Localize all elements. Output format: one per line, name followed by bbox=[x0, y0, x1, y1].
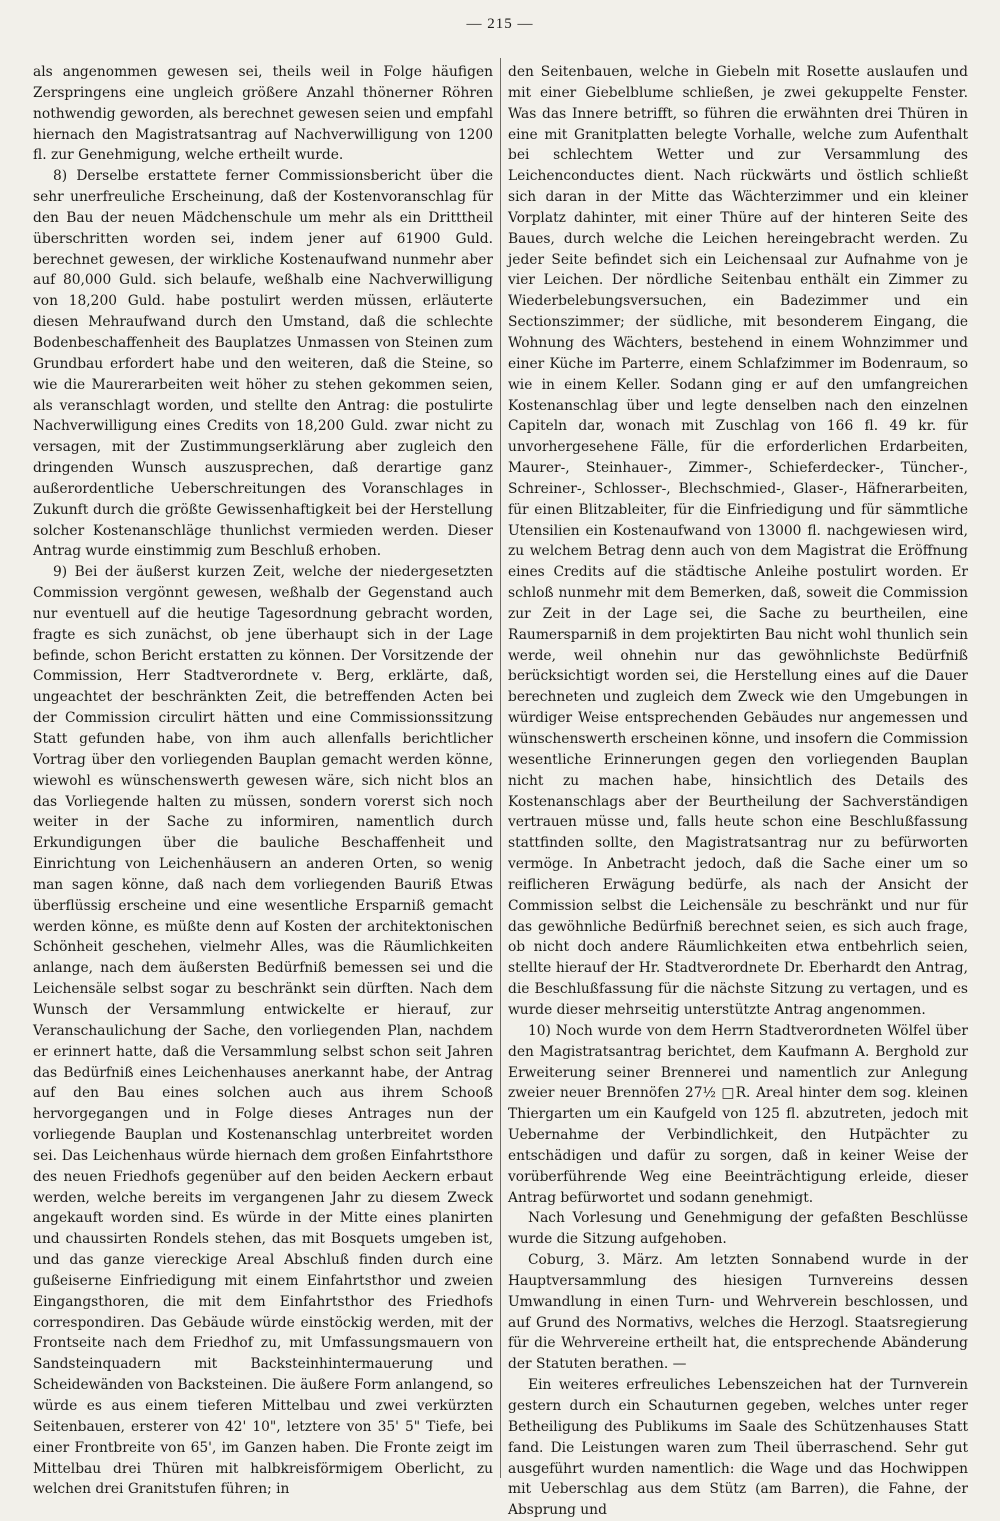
page-number: — 215 — bbox=[466, 16, 534, 32]
paragraph: Nach Vorlesung und Genehmigung der gefaßten Beschlüsse wurde die Sitzung aufgehoben. bbox=[508, 1210, 968, 1248]
paragraph: 9) Bei der äußerst kurzen Zeit, welche der niedergesetzten Commission vergönnt gewesen, weßhalb der Gegenstand auch nur eventuell auf die heutige Tagesordnung gebracht worden, fragte es sich zunächst, ob jene überhaupt sich in der Lage befinde, schon Bericht erstatten zu können. Der Vorsitzende der Commission, Herr Stadtverordnete v. Berg, erklärte, daß, ungeachtet der beschränkten Zeit, die betreffenden Acten bei der Commission circulirt hätten und eine Commissionssitzung Statt gefunden habe, von ihm auch allenfalls berichtlicher Vortrag über den vorliegenden Bauplan gemacht werden könne, wiewohl es wünschenswerth gewesen wäre, sich nicht blos an das Vorliegende halten zu müssen, sondern vorerst sich noch weiter in der Sache zu informiren, namentlich durch Erkundigungen über die bauliche Beschaffenheit und Einrichtung von Leichenhäusern an anderen Orten, so wenig man sagen könne, daß nach dem vorliegenden Bauriß Etwas überflüssig erscheine und eine wesentliche Ersparniß gemacht werden könne, es müßte denn auf Kosten der architektonischen Schönheit geschehen, vielmehr Alles, was die Räumlichkeiten anlange, nach dem äußersten Bedürfniß bemessen sei und die Leichensäle selbst sogar zu beschränkt sein dürften. Nach dem Wunsch der Versammlung entwickelte er hierauf, zur Veranschaulichung der Sache, den vorliegenden Plan, nachdem er erinnert hatte, daß die Versammlung selbst schon seit Jahren das Bedürfniß eines Leichenhauses anerkannt habe, der Antrag auf den Bau eines solchen auch aus ihrem Schooß hervorgegangen und in Folge dieses Antrages nun der vorliegende Bauplan und Kostenanschlag unterbreitet worden sei. Das Leichenhaus würde hiernach dem großen Einfahrtsthore des neuen Friedhofs gegenüber auf den beiden Aeckern erbaut werden, welche bereits im vergangenen Jahr zu diesem Zweck angekauft worden sind. Es würde in der Mitte eines planirten und chaussirten Rondels stehen, das mit Bosquets umgeben ist, und das ganze viereckige Areal Abschluß finden durch eine gußeiserne Einfriedigung mit einem Einfahrtsthor und zweien Eingangsthoren, die mit dem Einfahrtsthor des Friedhofs correspondiren. Das Gebäude würde einstöckig werden, mit der Frontseite nach dem Friedhof zu, mit Umfassungsmauern von Sandsteinquadern mit Backsteinhintermauerung und Scheidewänden von Backsteinen. Die äußere Form anlangend, so würde es aus einem tieferen Mittelbau und zwei verkürzten Seitenbauen, ersterer von 42' 10", letztere von 35' 5" Tiefe, bei einer Frontbreite von 65', im Ganzen haben. Die Fronte zeigt im Mittelbau drei Thüren mit halbkreisförmigem Oberlicht, zu welchen drei Granitstufen führen; in bbox=[33, 564, 493, 1498]
column-divider bbox=[500, 58, 501, 1478]
left-column bbox=[33, 62, 493, 1498]
paragraph: Ein weiteres erfreuliches Lebenszeichen hat der Turnverein gestern durch ein Schauturnen gegeben, welches unter reger Betheiligung des Publikums im Saale des Schützenhauses Statt fand. Die Leistungen waren zum Theil überraschend. Sehr gut ausgeführt wurden namentlich: die Wage und das Hochwippen mit Ueberschlag aus dem Stütz (am Barren), die Fahne, der Absprung und bbox=[508, 1377, 968, 1519]
paragraph: als angenommen gewesen sei, theils weil in Folge häufigen Zerspringens eine ungleich größere Anzahl thönerner Röhren nothwendig geworden, als berechnet gewesen seien und empfahl hiernach den Magistratsantrag auf Nachverwilligung von 1200 fl. zur Genehmigung, welche ertheilt wurde. bbox=[33, 64, 493, 164]
paragraph: den Seitenbauen, welche in Giebeln mit Rosette auslaufen und mit einer Giebelblume schließen, je zwei gekuppelte Fenster. Was das Innere betrifft, so führen die erwähnten drei Thüren in eine mit Granitplatten belegte Vorhalle, welche zum Aufenthalt bei schlechtem Wetter und zur Versammlung des Leichenconductes dient. Nach rückwärts und östlich schließt sich daran in der Mitte das Wächterzimmer und ein kleiner Vorplatz dahinter, mit einer Thüre auf der hinteren Seite des Baues, durch welche die Leichen hereingebracht werden. Zu jeder Seite befindet sich ein Leichensaal zur Aufnahme von je vier Leichen. Der nördliche Seitenbau enthält ein Zimmer zu Wiederbelebungsversuchen, ein Badezimmer und ein Sectionszimmer; der südliche, mit besonderem Eingang, die Wohnung des Wächters, bestehend in einem Wohnzimmer und einer Küche im Parterre, einem Schlafzimmer im Bodenraum, so wie in einem Keller. Sodann ging er auf den umfangreichen Kostenanschlag über und legte denselben nach den einzelnen Capiteln dar, wonach mit Zuschlag von 166 fl. 49 kr. für unvorhergesehene Fälle, für die erforderlichen Erdarbeiten, Maurer-, Steinhauer-, Zimmer-, Schieferdecker-, Tüncher-, Schreiner-, Schlosser-, Blechschmied-, Glaser-, Häfnerarbeiten, für einen Blitzableiter, für die Einfriedigung und für sämmtliche Utensilien ein Kostenaufwand von 13000 fl. nachgewiesen wird, zu welchem Betrag denn auch von dem Magistrat die Eröffnung eines Credits auf die städtische Anleihe postulirt worden. Er schloß nunmehr mit dem Bemerken, daß, soweit die Commission zur Zeit in der Lage sei, die Sache zu beurtheilen, eine Raumersparniß in dem projektirten Bau nicht wohl thunlich sein werde, weil ohnehin nur das gewöhnlichste Bedürfniß berücksichtigt worden sei, die Herstellung eines auf die Dauer berechneten und zugleich dem Zweck wie den Umgebungen in würdiger Weise entsprechenden Gebäudes nur angemessen und wünschenswerth erscheinen könne, und insofern die Commission wesentliche Erinnerungen gegen den vorliegenden Bauplan nicht zu machen habe, hinsichtlich des Details des Kostenanschlags aber der Beurtheilung der Sachverständigen vertrauen müsse und, falls heute schon eine Beschlußfassung stattfinden sollte, den Magistratsantrag nur zu befürworten vermöge. In Anbetracht jedoch, daß die Sache einer um so reiflicheren Erwägung bedürfe, als nach der Ansicht der Commission selbst die Leichensäle zu beschränkt und nur für das gewöhnliche Bedürfniß berechnet seien, es sich auch frage, ob nicht doch andere Räumlichkeiten etwa entbehrlich seien, stellte hierauf der Hr. Stadtverordnete Dr. Eberhardt den Antrag, die Beschlußfassung für die nächste Sitzung zu vertagen, und es wurde dieser mehrseitig unterstützte Antrag angenommen. bbox=[508, 64, 968, 1018]
right-column bbox=[508, 62, 968, 1519]
paragraph: 8) Derselbe erstattete ferner Commissionsbericht über die sehr unerfreuliche Erscheinung, daß der Kostenvoranschlag für den Bau der neuen Mädchenschule um mehr als ein Dritttheil überschritten worden sei, indem jener auf 61900 Guld. berechnet gewesen, der wirkliche Kostenaufwand nunmehr aber auf 80,000 Guld. sich belaufe, weßhalb eine Nachverwilligung von 18,200 Guld. habe postulirt werden müssen, erläuterte diesen Mehraufwand durch den Umstand, daß die schlechte Bodenbeschaffenheit des Bauplatzes Unmassen von Steinen zum Grundbau erfordert habe und den weiteren, daß die Steine, so wie die Maurerarbeiten weit höher zu stehen gekommen seien, als veranschlagt worden, und stellte den Antrag: die postulirte Nachverwilligung eines Credits von 18,200 Guld. zwar nicht zu versagen, mit der Zustimmungserklärung aber zugleich den dringenden Wunsch auszusprechen, daß derartige ganz außerordentliche Ueberschreitungen des Voranschlages in Zukunft durch die größte Gewissenhaftigkeit bei der Herstellung solcher Kostenanschläge thunlichst vermieden werden. Dieser Antrag wurde einstimmig zum Beschluß erhoben. bbox=[33, 168, 493, 560]
paragraph: Coburg, 3. März. Am letzten Sonnabend wurde in der Hauptversammlung des hiesigen Turnvereins dessen Umwandlung in einen Turn- und Wehrverein beschlossen, und auf Grund des Normativs, welches die Herzogl. Staatsregierung für die Wehrvereine ertheilt hat, die entsprechende Abänderung der Statuten berathen. — bbox=[508, 1252, 968, 1373]
paragraph: 10) Noch wurde von dem Herrn Stadtverordneten Wölfel über den Magistratsantrag berichtet, dem Kaufmann A. Berghold zur Erweiterung seiner Brennerei und namentlich zur Anlegung zweier neuer Brennöfen 27½ □R. Areal hinter dem sog. kleinen Thiergarten um ein Kaufgeld von 125 fl. abzutreten, jedoch mit Uebernahme der Verbindlichkeit, den Hutpächter zu entschädigen und dafür zu sorgen, daß in keiner Weise der vorüberführende Weg eine Beeinträchtigung erleide, dieser Antrag befürwortet und sodann genehmigt. bbox=[508, 1022, 968, 1206]
